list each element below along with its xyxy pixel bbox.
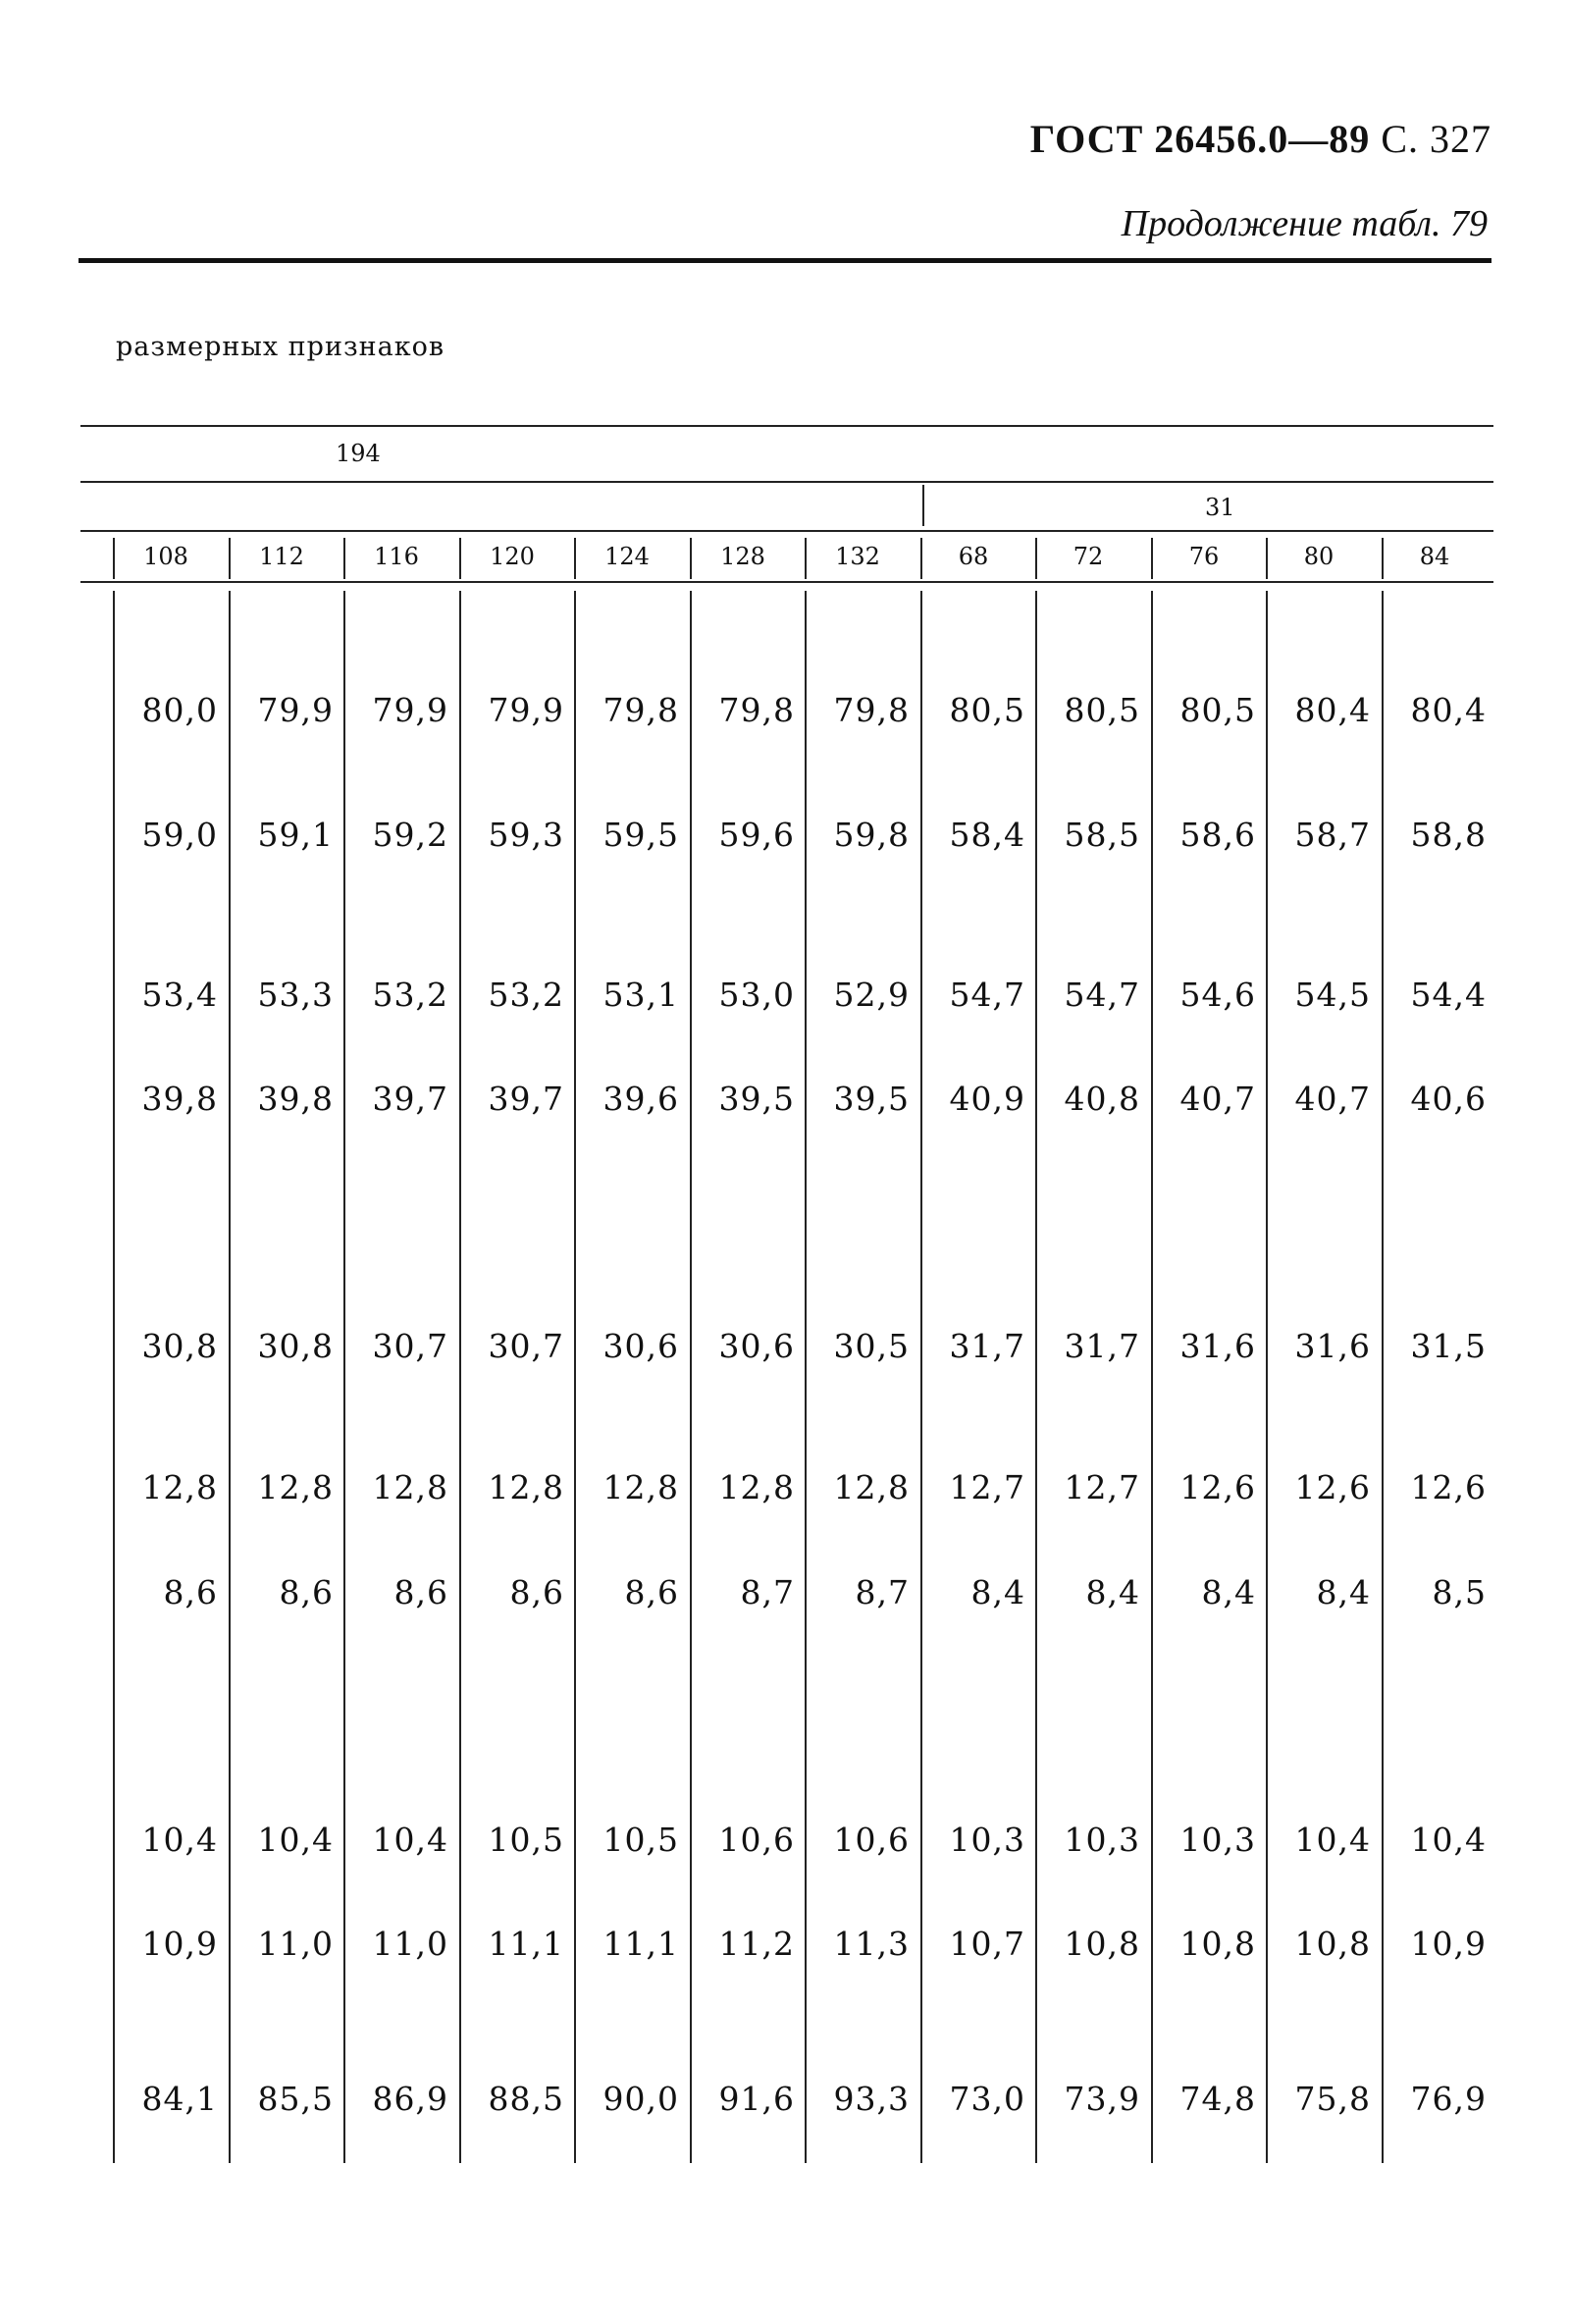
table-cell: 40,6 bbox=[1410, 1080, 1487, 1118]
table-cell: 54,5 bbox=[1294, 976, 1371, 1014]
table-cell: 10,3 bbox=[1064, 1821, 1140, 1859]
table-cell: 10,3 bbox=[1179, 1821, 1256, 1859]
table-cell: 75,8 bbox=[1294, 2080, 1371, 2118]
table-cell: 53,2 bbox=[488, 976, 564, 1014]
table-cell: 40,8 bbox=[1064, 1080, 1140, 1118]
table-cell: 59,3 bbox=[488, 816, 564, 854]
table-cell: 39,8 bbox=[141, 1080, 218, 1118]
column-header-72: 72 bbox=[1073, 543, 1104, 570]
table-cell: 39,6 bbox=[602, 1080, 679, 1118]
table-cell: 30,5 bbox=[833, 1327, 910, 1365]
standard-number: ГОСТ 26456.0—89 bbox=[1029, 117, 1371, 161]
table-cell: 58,6 bbox=[1179, 816, 1256, 854]
table-cell: 90,0 bbox=[602, 2080, 679, 2118]
table-cell: 8,6 bbox=[163, 1573, 218, 1611]
table-cell: 8,6 bbox=[624, 1573, 679, 1611]
table-cell: 73,0 bbox=[949, 2080, 1025, 2118]
column-header-112: 112 bbox=[259, 543, 304, 570]
table-cell: 80,5 bbox=[1064, 691, 1140, 729]
group-rule bbox=[80, 481, 1493, 483]
table-cell: 11,1 bbox=[488, 1925, 564, 1963]
table-cell: 8,6 bbox=[509, 1573, 564, 1611]
table-cell: 80,0 bbox=[141, 691, 218, 729]
table-cell: 59,2 bbox=[372, 816, 448, 854]
table-cell: 58,8 bbox=[1410, 816, 1487, 854]
table-cell: 54,7 bbox=[949, 976, 1025, 1014]
table-cell: 31,7 bbox=[1064, 1327, 1140, 1365]
table-cell: 31,6 bbox=[1294, 1327, 1371, 1365]
table-cell: 12,7 bbox=[1064, 1468, 1140, 1506]
table-cell: 10,4 bbox=[141, 1821, 218, 1859]
table-cell: 74,8 bbox=[1179, 2080, 1256, 2118]
table-cell: 31,7 bbox=[949, 1327, 1025, 1365]
table-cell: 39,8 bbox=[257, 1080, 334, 1118]
table-cell: 73,9 bbox=[1064, 2080, 1140, 2118]
table-cell: 80,5 bbox=[949, 691, 1025, 729]
table-cell: 8,7 bbox=[855, 1573, 910, 1611]
table-cell: 11,2 bbox=[718, 1925, 795, 1963]
column-header-132: 132 bbox=[835, 543, 880, 570]
table-cell: 8,7 bbox=[740, 1573, 795, 1611]
table-cell: 53,4 bbox=[141, 976, 218, 1014]
table-cell: 11,1 bbox=[602, 1925, 679, 1963]
table-cell: 59,8 bbox=[833, 816, 910, 854]
table-cell: 53,2 bbox=[372, 976, 448, 1014]
column-header-120: 120 bbox=[490, 543, 535, 570]
table-cell: 10,4 bbox=[372, 1821, 448, 1859]
table-cell: 39,7 bbox=[372, 1080, 448, 1118]
table-cell: 12,8 bbox=[372, 1468, 448, 1506]
table-cell: 58,4 bbox=[949, 816, 1025, 854]
table-cell: 58,7 bbox=[1294, 816, 1371, 854]
table-cell: 93,3 bbox=[833, 2080, 910, 2118]
table-cell: 10,4 bbox=[257, 1821, 334, 1859]
table-cell: 8,4 bbox=[970, 1573, 1025, 1611]
group-header-31: 31 bbox=[1205, 494, 1235, 521]
table-cell: 12,7 bbox=[949, 1468, 1025, 1506]
table-cell: 39,7 bbox=[488, 1080, 564, 1118]
table-cell: 10,6 bbox=[718, 1821, 795, 1859]
column-header-80: 80 bbox=[1303, 543, 1334, 570]
table-cell: 10,3 bbox=[949, 1821, 1025, 1859]
table-cell: 39,5 bbox=[718, 1080, 795, 1118]
table-cell: 80,4 bbox=[1410, 691, 1487, 729]
page-header bbox=[1030, 116, 1492, 162]
table-cell: 10,8 bbox=[1064, 1925, 1140, 1963]
table-cell: 52,9 bbox=[833, 976, 910, 1014]
table-cell: 10,8 bbox=[1294, 1925, 1371, 1963]
table-cell: 84,1 bbox=[141, 2080, 218, 2118]
subgroup-rule bbox=[80, 530, 1493, 532]
table-cell: 8,4 bbox=[1085, 1573, 1140, 1611]
table-caption: размерных признаков bbox=[116, 332, 445, 362]
table-cell: 59,1 bbox=[257, 816, 334, 854]
table-cell: 53,1 bbox=[602, 976, 679, 1014]
table-cell: 40,9 bbox=[949, 1080, 1025, 1118]
table-cell: 59,6 bbox=[718, 816, 795, 854]
table-cell: 12,6 bbox=[1179, 1468, 1256, 1506]
table-cell: 30,7 bbox=[372, 1327, 448, 1365]
table-cell: 10,5 bbox=[602, 1821, 679, 1859]
table-cell: 79,8 bbox=[602, 691, 679, 729]
table-cell: 10,5 bbox=[488, 1821, 564, 1859]
table-cell: 12,8 bbox=[833, 1468, 910, 1506]
table-cell: 53,0 bbox=[718, 976, 795, 1014]
column-header-108: 108 bbox=[143, 543, 188, 570]
column-header-76: 76 bbox=[1188, 543, 1220, 570]
table-cell: 79,8 bbox=[833, 691, 910, 729]
table-cell: 8,4 bbox=[1316, 1573, 1371, 1611]
table-cell: 53,3 bbox=[257, 976, 334, 1014]
table-cell: 10,6 bbox=[833, 1821, 910, 1859]
table-cell: 10,4 bbox=[1410, 1821, 1487, 1859]
table-cell: 12,8 bbox=[718, 1468, 795, 1506]
table-cell: 79,9 bbox=[372, 691, 448, 729]
group-divider bbox=[922, 485, 924, 526]
table-cell: 40,7 bbox=[1179, 1080, 1256, 1118]
table-cell: 31,5 bbox=[1410, 1327, 1487, 1365]
table-cell: 12,8 bbox=[257, 1468, 334, 1506]
table-cell: 12,8 bbox=[488, 1468, 564, 1506]
table-cell: 8,5 bbox=[1432, 1573, 1487, 1611]
table-cell: 10,7 bbox=[949, 1925, 1025, 1963]
table-cell: 11,0 bbox=[372, 1925, 448, 1963]
group-header-194: 194 bbox=[336, 440, 381, 467]
column-header-116: 116 bbox=[374, 543, 419, 570]
table-cell: 79,9 bbox=[488, 691, 564, 729]
header-rule bbox=[78, 258, 1492, 263]
table-cell: 86,9 bbox=[372, 2080, 448, 2118]
table-cell: 80,4 bbox=[1294, 691, 1371, 729]
table-cell: 12,8 bbox=[602, 1468, 679, 1506]
table-cell: 30,8 bbox=[257, 1327, 334, 1365]
table-cell: 79,8 bbox=[718, 691, 795, 729]
column-header-68: 68 bbox=[958, 543, 989, 570]
table-cell: 30,6 bbox=[718, 1327, 795, 1365]
table-cell: 54,7 bbox=[1064, 976, 1140, 1014]
table-cell: 30,6 bbox=[602, 1327, 679, 1365]
table-cell: 40,7 bbox=[1294, 1080, 1371, 1118]
column-header-rule bbox=[80, 581, 1493, 583]
table-cell: 59,5 bbox=[602, 816, 679, 854]
column-header-128: 128 bbox=[720, 543, 765, 570]
table-cell: 10,9 bbox=[141, 1925, 218, 1963]
table-cell: 76,9 bbox=[1410, 2080, 1487, 2118]
table-cell: 12,6 bbox=[1410, 1468, 1487, 1506]
table-top-rule bbox=[80, 425, 1493, 427]
table-cell: 12,6 bbox=[1294, 1468, 1371, 1506]
table-cell: 39,5 bbox=[833, 1080, 910, 1118]
column-header-124: 124 bbox=[604, 543, 650, 570]
table-cell: 8,6 bbox=[393, 1573, 448, 1611]
table-cell: 12,8 bbox=[141, 1468, 218, 1506]
table-cell: 80,5 bbox=[1179, 691, 1256, 729]
table-cell: 8,4 bbox=[1201, 1573, 1256, 1611]
table-cell: 54,6 bbox=[1179, 976, 1256, 1014]
table-cell: 59,0 bbox=[141, 816, 218, 854]
table-cell: 30,8 bbox=[141, 1327, 218, 1365]
column-header-84: 84 bbox=[1419, 543, 1450, 570]
table-cell: 10,9 bbox=[1410, 1925, 1487, 1963]
table-cell: 30,7 bbox=[488, 1327, 564, 1365]
table-continuation-label: Продолжение табл. 79 bbox=[1121, 203, 1488, 244]
page-number: С. 327 bbox=[1381, 117, 1492, 161]
table-cell: 88,5 bbox=[488, 2080, 564, 2118]
table-cell: 8,6 bbox=[279, 1573, 334, 1611]
table-cell: 54,4 bbox=[1410, 976, 1487, 1014]
table-cell: 10,4 bbox=[1294, 1821, 1371, 1859]
table-cell: 79,9 bbox=[257, 691, 334, 729]
table-cell: 10,8 bbox=[1179, 1925, 1256, 1963]
table-cell: 11,0 bbox=[257, 1925, 334, 1963]
table-cell: 11,3 bbox=[833, 1925, 910, 1963]
table-cell: 91,6 bbox=[718, 2080, 795, 2118]
table-cell: 58,5 bbox=[1064, 816, 1140, 854]
table-cell: 31,6 bbox=[1179, 1327, 1256, 1365]
table-cell: 85,5 bbox=[257, 2080, 334, 2118]
